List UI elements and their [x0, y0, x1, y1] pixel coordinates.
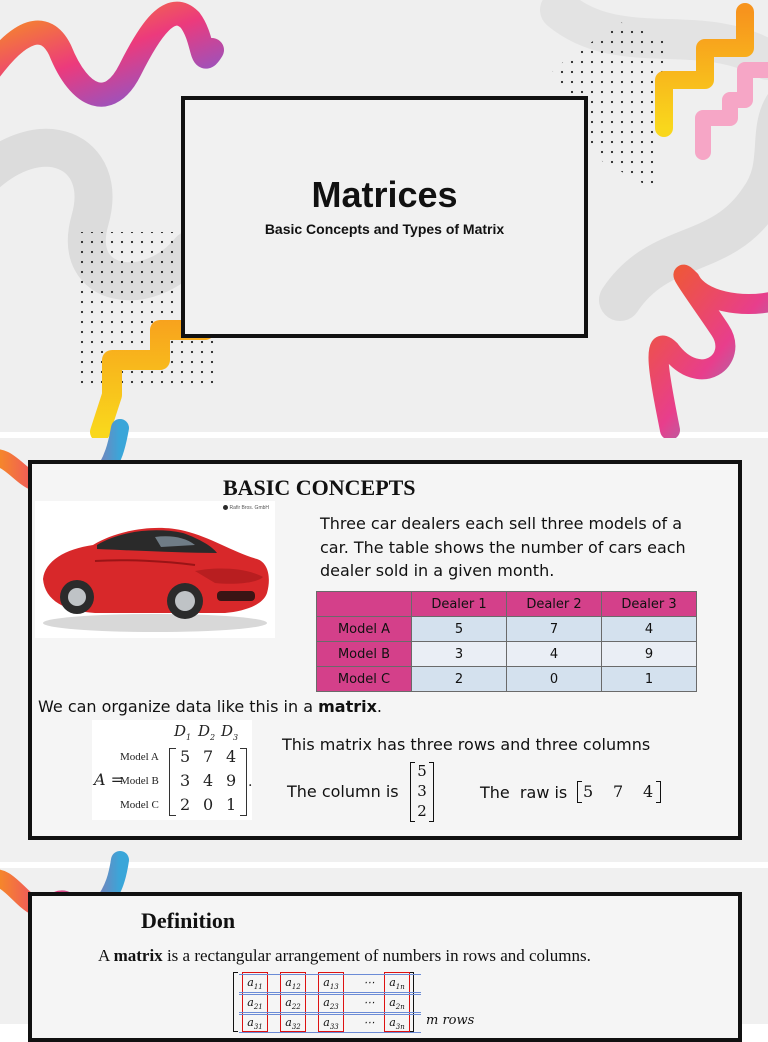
- table-row: [317, 617, 697, 642]
- definition-sentence: A matrix is a rectangular arrangement of numbers in rows and columns.: [98, 946, 591, 965]
- matrix-column-head: $D_3$: [221, 722, 239, 742]
- matrix-entry: $a_{13}$: [323, 976, 339, 992]
- matrix-entry: 3: [180, 771, 191, 790]
- table-cell: 4: [602, 617, 697, 642]
- row-vector: [577, 781, 661, 803]
- left-bracket: [410, 762, 415, 822]
- matrix-entry: 9: [226, 771, 237, 790]
- table-cell: 2: [412, 667, 507, 692]
- row-header: Model C: [317, 667, 412, 692]
- table-header-row: [317, 592, 697, 617]
- organize-bold-term: matrix: [318, 697, 377, 716]
- matrix-entry: ⋯: [363, 1016, 375, 1029]
- matrix-entry: $a_{32}$: [285, 1016, 301, 1032]
- table-corner-cell: [317, 592, 412, 617]
- matrix-entry: 2: [180, 795, 191, 814]
- slide-subtitle: Basic Concepts and Types of Matrix: [264, 221, 505, 237]
- matrix-entry: $a_{23}$: [323, 996, 339, 1012]
- column-vector: [410, 762, 434, 822]
- table-cell: 3: [412, 642, 507, 667]
- vector-entry: 5: [583, 782, 594, 801]
- matrix-entry: $a_{12}$: [285, 976, 301, 992]
- title-box: [181, 96, 588, 338]
- wavy-ribbon-top-left: [0, 14, 212, 95]
- dealer-sales-table: [316, 591, 697, 692]
- matrix-entry: $a_{22}$: [285, 996, 301, 1012]
- definition-slide: [0, 868, 768, 1032]
- basic-concepts-slide: [0, 438, 768, 862]
- matrix-entry: 5: [180, 747, 191, 766]
- matrix-column-head: $D_2$: [198, 722, 216, 742]
- matrix-entry: 7: [203, 747, 214, 766]
- column-header: Dealer 1: [412, 592, 507, 617]
- red-car-image: [35, 501, 275, 638]
- matrix-column-head: $D_1$: [174, 722, 192, 742]
- organize-text: We can organize data like this in a: [38, 697, 319, 716]
- intro-paragraph: Three car dealers each sell three models of a car. The table shows the number of cars each dealer sold in a given month.: [320, 514, 686, 580]
- vector-entry: 5: [417, 762, 427, 780]
- matrix-entry: ⋯: [363, 996, 375, 1009]
- matrix-row-label: Model A: [120, 751, 159, 763]
- matrix-entry: 4: [226, 747, 237, 766]
- matrix-terminator: .: [248, 774, 253, 790]
- left-bracket: [577, 781, 582, 803]
- swirl-ribbon-right: [658, 275, 768, 430]
- column-header: Dealer 2: [507, 592, 602, 617]
- matrix-entry: $a_{3n}$: [389, 1016, 405, 1032]
- vector-entry: 3: [417, 782, 427, 800]
- matrix-entry: $a_{1n}$: [389, 976, 405, 992]
- matrix-name: A =: [94, 770, 125, 789]
- section-heading: Definition: [141, 908, 236, 933]
- m-rows-label: m rows: [426, 1013, 475, 1028]
- column-label: The column is: [287, 782, 399, 801]
- matrix-entry: 0: [203, 795, 214, 814]
- row-header: Model A: [317, 617, 412, 642]
- car-illustration: [35, 501, 275, 638]
- section-heading: BASIC CONCEPTS: [223, 475, 416, 500]
- table-cell: 4: [507, 642, 602, 667]
- organize-period: .: [376, 697, 382, 716]
- labeled-matrix-image: [92, 720, 252, 820]
- matrix-entry: 1: [226, 795, 237, 814]
- vector-entry: 4: [643, 782, 654, 801]
- left-bracket: [169, 748, 176, 816]
- table-cell: 1: [602, 667, 697, 692]
- right-bracket: [240, 748, 247, 816]
- organize-sentence: [38, 697, 382, 716]
- vector-entry: 7: [613, 782, 624, 801]
- table-cell: 5: [412, 617, 507, 642]
- matrix-row-label: Model C: [120, 799, 159, 811]
- right-bracket: [429, 762, 434, 822]
- matrix-entry: 4: [203, 771, 214, 790]
- rows-columns-note: This matrix has three rows and three columns: [282, 735, 651, 754]
- image-credit: Rafir Bros. GmbH: [223, 505, 269, 511]
- table-row: [317, 642, 697, 667]
- table-cell: 7: [507, 617, 602, 642]
- matrix-row-label: Model B: [120, 775, 159, 787]
- matrix-entry: $a_{21}$: [247, 996, 263, 1012]
- table-cell: 9: [602, 642, 697, 667]
- column-header: Dealer 3: [602, 592, 697, 617]
- table-row: [317, 667, 697, 692]
- matrix-entry: $a_{31}$: [247, 1016, 263, 1032]
- matrix-entry: $a_{33}$: [323, 1016, 339, 1032]
- definition-bold-term: matrix: [113, 946, 163, 965]
- general-matrix-diagram: [233, 972, 433, 1032]
- matrix-entry: $a_{2n}$: [389, 996, 405, 1012]
- row-header: Model B: [317, 642, 412, 667]
- row-label: The raw is: [480, 783, 568, 802]
- title-slide: [0, 0, 768, 432]
- slide-title: Matrices: [311, 174, 458, 215]
- table-cell: 0: [507, 667, 602, 692]
- matrix-entry: ⋯: [363, 976, 375, 989]
- vector-entry: 2: [417, 802, 427, 820]
- matrix-entry: $a_{11}$: [247, 976, 263, 992]
- left-bracket: [233, 972, 238, 1032]
- right-bracket: [656, 781, 661, 803]
